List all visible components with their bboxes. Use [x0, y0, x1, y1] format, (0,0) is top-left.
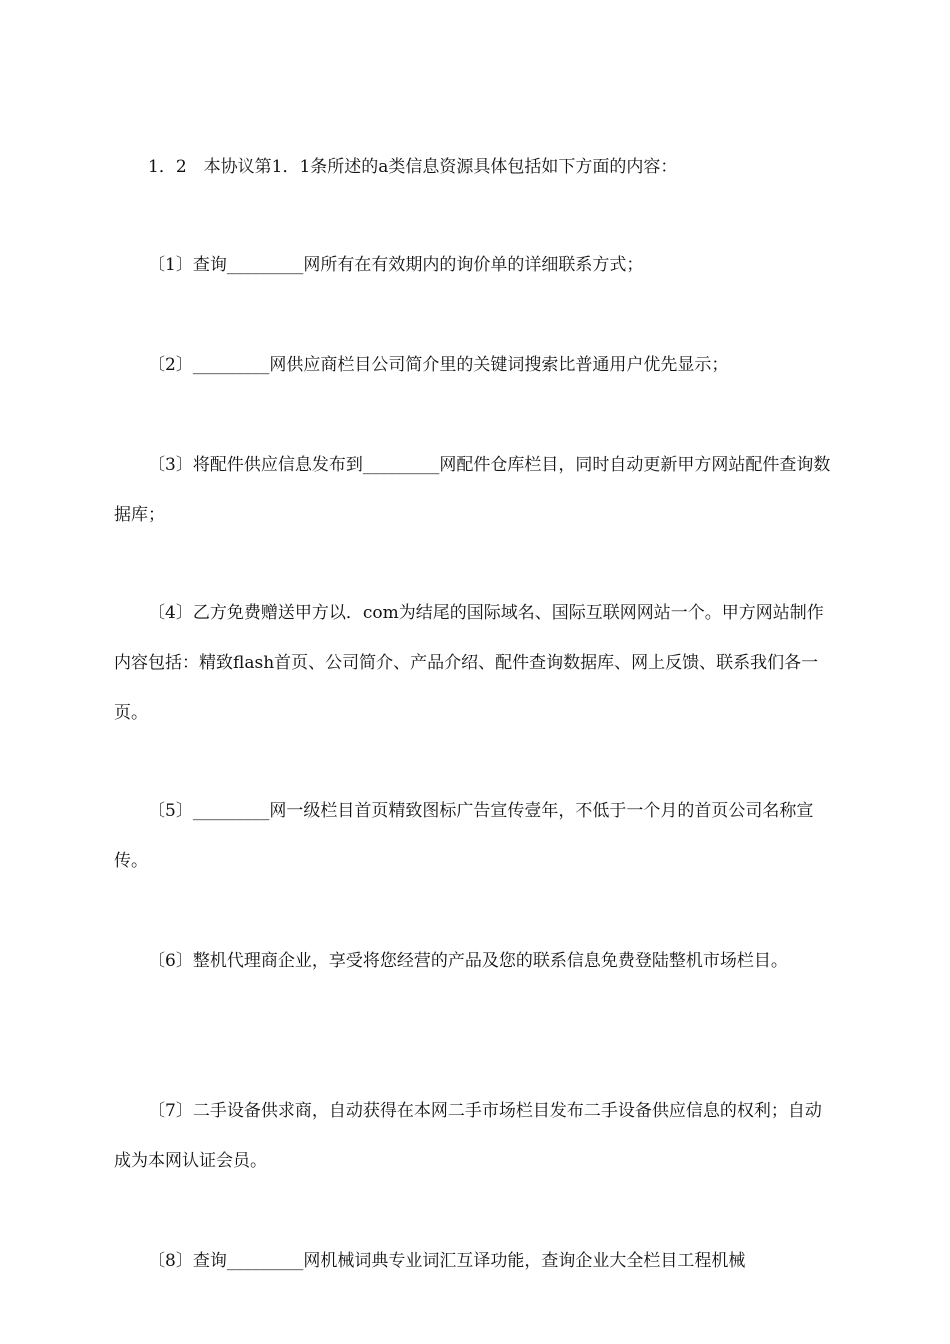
item-8-paragraph: 〔8〕查询_________网机械词典专业词汇互译功能，查询企业大全栏目工程机械: [148, 1251, 746, 1271]
item-1-paragraph: 〔1〕查询_________网所有在有效期内的询价单的详细联系方式；: [148, 255, 644, 275]
item-2-paragraph: 〔2〕_________网供应商栏目公司简介里的关键词搜索比普通用户优先显示；: [148, 355, 729, 375]
clause-1-2-intro: 1．2 本协议第1．1条所述的a类信息资源具体包括如下方面的内容：: [148, 157, 678, 177]
item-5-paragraph: 〔5〕_________网一级栏目首页精致图标广告宣传壹年，不低于一个月的首页公司名称宣传。: [114, 801, 814, 871]
item-4-paragraph: 〔4〕乙方免费赠送甲方以．com为结尾的国际域名、国际互联网网站一个。甲方网站制作内容包括：精致flash首页、公司简介、产品介绍、配件查询数据库、网上反馈、联系我们各一页。: [114, 603, 824, 723]
item-3-paragraph: 〔3〕将配件供应信息发布到_________网配件仓库栏目，同时自动更新甲方网站配件查询数据库；: [114, 455, 831, 525]
item-6-paragraph: 〔6〕整机代理商企业，享受将您经营的产品及您的联系信息免费登陆整机市场栏目。: [148, 951, 788, 971]
item-7-paragraph: 〔7〕二手设备供求商，自动获得在本网二手市场栏目发布二手设备供应信息的权利；自动成为本网认证会员。: [114, 1101, 822, 1171]
